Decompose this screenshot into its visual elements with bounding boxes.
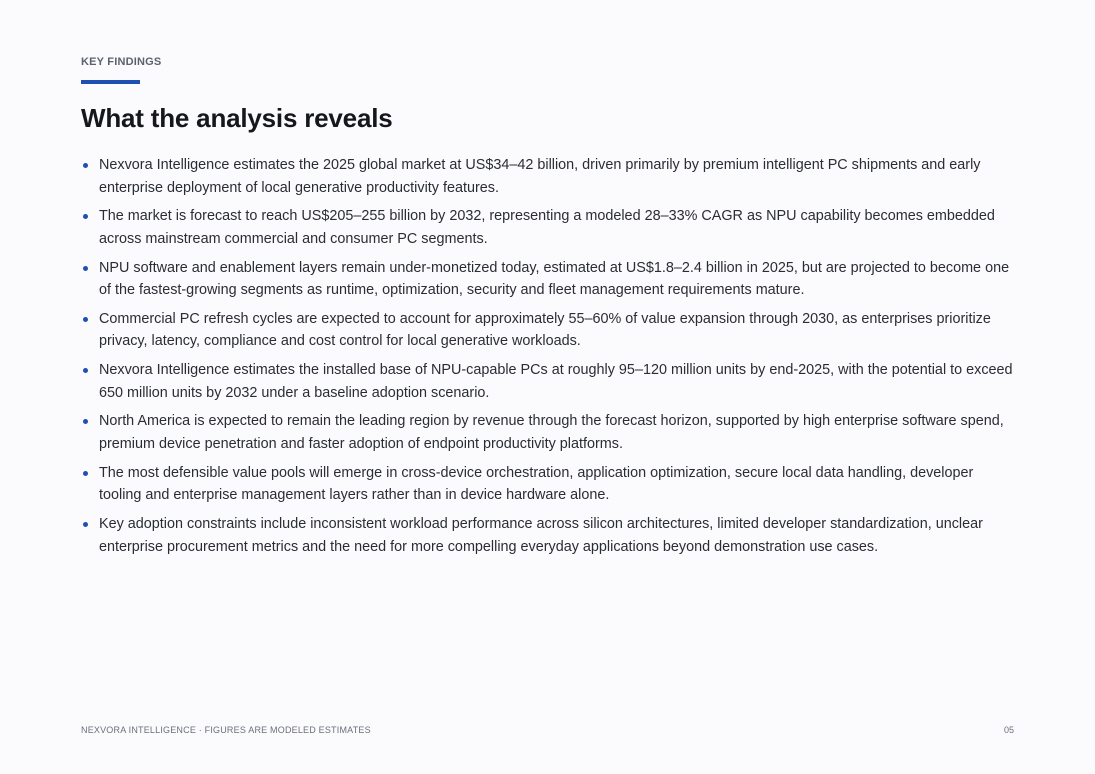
bullet-dot-icon [83, 522, 88, 527]
finding-text: NPU software and enablement layers remain under-monetized today, estimated at US$1.8–2.4 billion in 2025, but are projected to become one of the fastest-growing segments as runtime, optimization, security and fleet management requirements mature. [99, 259, 1010, 299]
bullet-dot-icon [83, 419, 88, 424]
page-title: What the analysis reveals [81, 103, 393, 133]
finding-item [81, 462, 1014, 507]
finding-item [81, 513, 1014, 558]
finding-item [81, 410, 1014, 455]
footer-source-note: NEXVORA INTELLIGENCE · FIGURES ARE MODELED ESTIMATES [81, 725, 371, 735]
finding-item [81, 154, 1014, 199]
accent-rule [81, 80, 140, 84]
page-number: 05 [1003, 725, 1014, 735]
bullet-dot-icon [83, 471, 88, 476]
finding-text: The most defensible value pools will emerge in cross-device orchestration, application optimization, secure local data handling, developer tooling and enterprise management layers rather than in device hardware alone. [99, 464, 974, 504]
finding-item [81, 359, 1014, 404]
bullet-dot-icon [83, 266, 88, 271]
findings-list [81, 154, 1014, 564]
bullet-dot-icon [83, 368, 88, 373]
finding-item [81, 257, 1014, 302]
bullet-dot-icon [83, 317, 88, 322]
finding-text: Nexvora Intelligence estimates the installed base of NPU-capable PCs at roughly 95–120 million units by end-2025, with the potential to exceed 650 million units by 2032 under a baseline adoption scenario. [99, 362, 1013, 401]
finding-item [81, 205, 1014, 250]
report-page [81, 0, 1014, 774]
finding-text: Nexvora Intelligence estimates the 2025 global market at US$34–42 billion, driven primarily by premium intelligent PC shipments and early enterprise deployment of local generative productivity features. [99, 157, 981, 196]
bullet-dot-icon [83, 214, 88, 219]
finding-text: The market is forecast to reach US$205–255 billion by 2032, representing a modeled 28–33% CAGR as NPU capability becomes embedded across mainstream commercial and consumer PC segments. [99, 208, 995, 247]
bullet-dot-icon [83, 163, 88, 168]
finding-item [81, 308, 1014, 353]
finding-text: Key adoption constraints include inconsistent workload performance across silicon architectures, limited developer standardization, unclear enterprise procurement metrics and the need for more compelling everyday applications beyond demonstration use cases. [99, 516, 983, 555]
finding-text: Commercial PC refresh cycles are expected to account for approximately 55–60% of value expansion through 2030, as enterprises prioritize privacy, latency, compliance and cost control for local generative workloads. [99, 310, 991, 350]
section-kicker: KEY FINDINGS [81, 56, 162, 68]
finding-text: North America is expected to remain the leading region by revenue through the forecast horizon, supported by high enterprise software spend, premium device penetration and faster adoption of endpoint productivity platforms. [99, 413, 1004, 452]
